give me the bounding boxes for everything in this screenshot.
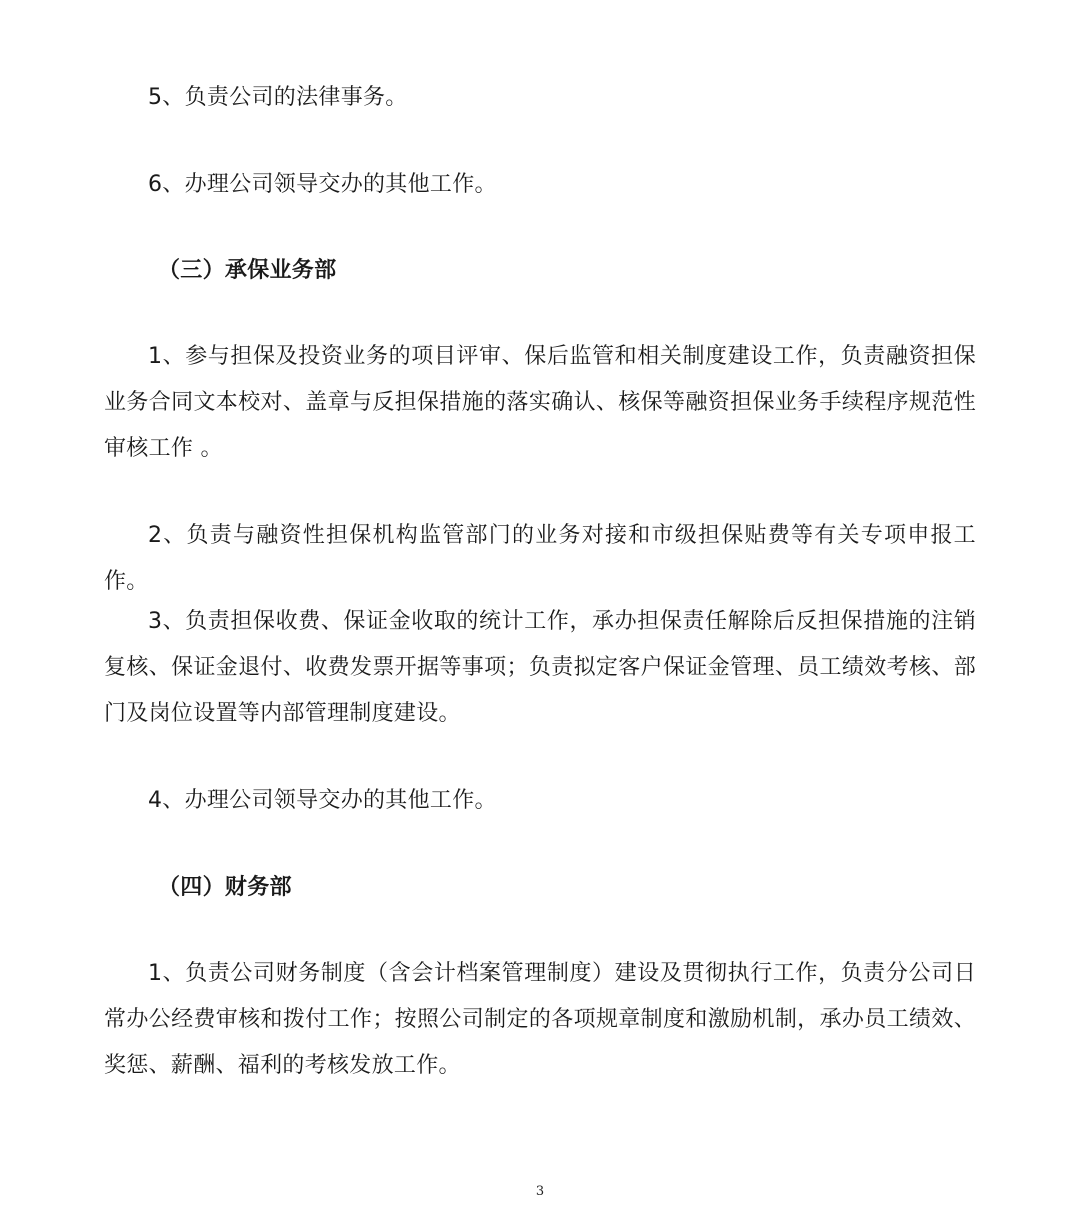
section3-item-4: 4、办理公司领导交办的其他工作。 <box>148 788 497 813</box>
paragraph-item-5: 5、负责公司的法律事务。 <box>148 85 408 110</box>
section4-item-1: 1、负责公司财务制度（含会计档案管理制度）建设及贯彻执行工作，负责分公司日常办公经费审核和拨付工作；按照公司制定的各项规章制度和激励机制，承办员工绩效、奖惩、薪酬、福利的考核发放工作。 <box>104 961 976 1078</box>
section-heading-3: （三）承保业务部 <box>158 258 337 283</box>
section3-item-3: 3、负责担保收费、保证金收取的统计工作，承办担保责任解除后反担保措施的注销复核、保证金退付、收费发票开据等事项；负责拟定客户保证金管理、员工绩效考核、部门及岗位设置等内部管理制度建设。 <box>104 609 976 726</box>
section3-item-1: 1、参与担保及投资业务的项目评审、保后监管和相关制度建设工作，负责融资担保业务合同文本校对、盖章与反担保措施的落实确认、核保等融资担保业务手续程序规范性审核工作 。 <box>104 344 976 461</box>
page-number: 3 <box>535 1184 545 1199</box>
paragraph-item-6: 6、办理公司领导交办的其他工作。 <box>148 172 497 197</box>
section-heading-4: （四）财务部 <box>158 875 292 900</box>
section3-item-2: 2、负责与融资性担保机构监管部门的业务对接和市级担保贴费等有关专项申报工作。 <box>104 523 976 594</box>
